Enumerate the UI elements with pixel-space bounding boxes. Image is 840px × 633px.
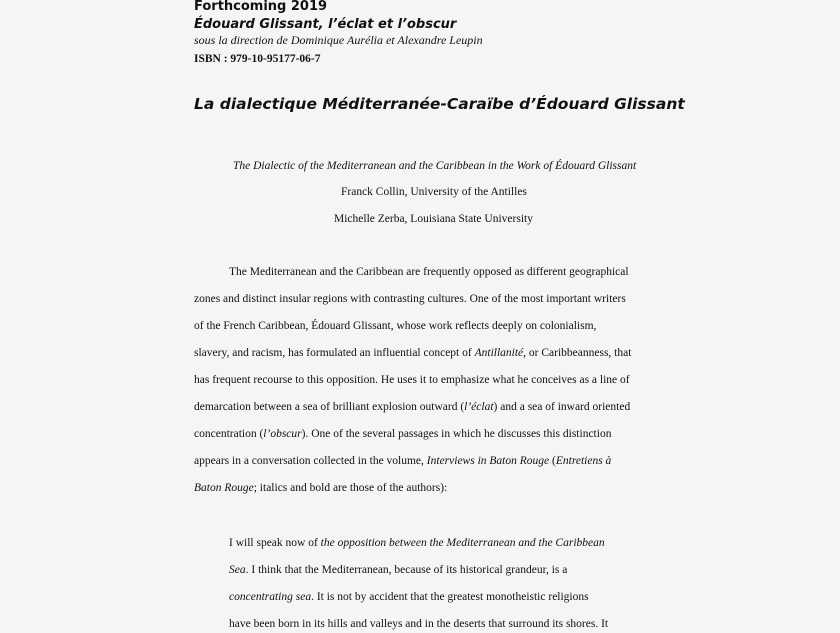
text-run: The Mediterranean and the Caribbean are frequently opposed as different geographical (229, 266, 629, 278)
text-run: ( (549, 455, 556, 467)
paragraph-line (194, 428, 611, 440)
article-title: La dialectique Méditerranée-Caraïbe d’Édouard Glissant (194, 95, 685, 113)
quote-line (229, 591, 589, 603)
quote-line (229, 564, 567, 576)
italic-text: Baton Rouge (194, 482, 254, 494)
author-zerba: Michelle Zerba, Louisiana State University (334, 213, 533, 225)
paragraph-line (194, 374, 630, 386)
text-run: zones and distinct insular regions with contrasting cultures. One of the most important writers (194, 293, 626, 305)
author-collin: Franck Collin, University of the Antilles (341, 186, 527, 198)
text-run: ) and a sea of inward oriented (493, 401, 631, 413)
paragraph-line (194, 455, 611, 467)
paragraph-line (194, 293, 626, 305)
italic-text: l’éclat (464, 401, 494, 413)
text-run: has frequent recourse to this opposition. He uses it to emphasize what he conceives as a line of (194, 374, 630, 386)
paragraph-line (194, 401, 630, 413)
text-run: concentration ( (194, 428, 264, 440)
italic-text: l’obscur (263, 428, 302, 440)
italic-text: Sea (229, 564, 246, 576)
book-editors: sous la direction de Dominique Aurélia et Alexandre Leupin (194, 33, 483, 47)
paragraph-line (194, 320, 596, 332)
italic-text: concentrating sea (229, 591, 312, 603)
text-run: of the French Caribbean, Édouard Glissant, whose work reflects deeply on colonialism, (194, 320, 597, 332)
forthcoming-label: Forthcoming 2019 (194, 0, 328, 14)
english-title: The Dialectic of the Mediterranean and the Caribbean in the Work of Édouard Glissant (233, 160, 637, 172)
book-title: Édouard Glissant, l’éclat et l’obscur (194, 17, 457, 32)
paragraph-line (229, 266, 629, 278)
italic-text: the opposition between the Mediterranean and the Caribbean (320, 537, 605, 549)
italic-text: Entretiens à (555, 455, 612, 467)
text-run: . It is not by accident that the greatest monotheistic religions (311, 591, 589, 603)
text-run: ; italics and bold are those of the authors): (253, 482, 448, 494)
text-run: slavery, and racism, has formulated an influential concept of (194, 347, 475, 359)
quote-line (229, 537, 605, 549)
text-run: have been born in its hills and valleys and in the deserts that surround its shores. It (229, 618, 609, 630)
text-run: ). One of the several passages in which he discusses this distinction (301, 428, 612, 440)
isbn: ISBN : 979-10-95177-06-7 (194, 53, 321, 65)
text-run: , or Caribbeanness, that (523, 347, 632, 359)
italic-text: Antillanité (474, 347, 524, 359)
quote-line (229, 618, 608, 630)
text-run: appears in a conversation collected in the volume, (194, 455, 427, 467)
paragraph-line (194, 347, 631, 359)
text-run: demarcation between a sea of brilliant explosion outward ( (194, 401, 465, 413)
text-run: I will speak now of (229, 537, 321, 549)
paragraph-line (194, 482, 447, 494)
italic-text: Interviews in Baton Rouge (426, 455, 550, 467)
text-run: . I think that the Mediterranean, because of its historical grandeur, is a (245, 564, 568, 576)
